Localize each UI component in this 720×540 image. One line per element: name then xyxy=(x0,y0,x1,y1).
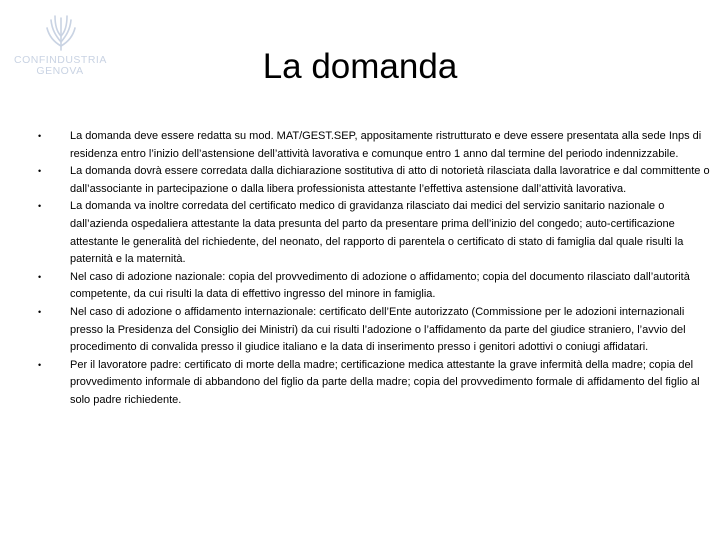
bullet-dot-icon: • xyxy=(38,166,42,177)
bullet-item xyxy=(38,357,710,410)
slide-title: La domanda xyxy=(262,47,458,86)
bullet-text: Per il lavoratore padre: certificato di morte della madre; certificazione medica attestante la grave infermità della madre; copia del provvedimento informale di abbandono del figlio da parte della madre; copia del provvedimento formale di affidamento del figlio al solo padre richiedente. xyxy=(70,358,700,406)
bullet-item xyxy=(38,269,710,304)
bullet-list xyxy=(38,128,710,410)
bullet-item xyxy=(38,304,710,357)
bullet-dot-icon: • xyxy=(38,359,42,370)
bullet-dot-icon: • xyxy=(38,131,42,141)
bullet-text: La domanda deve essere redatta su mod. MAT/GEST.SEP, appositamente ristrutturato e deve essere presentata alla sede Inps di residenza entro l’inizio dell’astensione dell’attività lavorativa e comunque entro 1 anno dal termine del periodo indennizzabile. xyxy=(70,130,702,160)
bullet-item xyxy=(38,163,710,198)
bullet-item xyxy=(38,128,710,163)
logo-text-line1: CONFINDUSTRIA xyxy=(14,54,107,66)
logo-text-line2: GENOVA xyxy=(36,65,84,77)
bullet-text: La domanda dovrà essere corredata dalla dichiarazione sostitutiva di atto di notorietà rilasciata dalla lavoratrice e dal committente o dall’associante in partecipazione o dalla libera professionista attestante l’effettiva astensione dall’attività lavorativa. xyxy=(70,165,710,195)
bullet-text: La domanda va inoltre corredata del certificato medico di gravidanza rilasciato dai medici del servizio sanitario nazionale o dall’azienda ospedaliera attestante la data presunta del parto da presentare prima dell’inizio del congedo; auto-certificazione attestante le generalità del richiedente, del neonato, del rapporto di parentela o certificato di stato di famiglia dal quale risulti la paternità e la maternità. xyxy=(70,200,684,266)
bullet-dot-icon: • xyxy=(38,201,42,212)
bullet-text: Nel caso di adozione nazionale: copia del provvedimento di adozione o affidamento; copia del documento rilasciato dall’autorità competente, da cui risulti la data di effettivo ingresso del minore in famiglia. xyxy=(70,270,690,301)
bullet-dot-icon: • xyxy=(38,271,42,282)
bullet-item xyxy=(38,198,710,268)
bullet-text: Nel caso di adozione o affidamento internazionale: certificato dell’Ente autorizzato (Commissione per le adozioni internazionali presso la Presidenza del Consiglio dei Ministri) da cui risulti l’adozione o l’affidamento da parte del giudice straniero, l’avvio del procedimento di convalida presso il giudice italiano e la data di inserimento presso i genitori adottivi o coniugi affidatari. xyxy=(70,305,686,354)
bullet-dot-icon: • xyxy=(38,306,42,317)
